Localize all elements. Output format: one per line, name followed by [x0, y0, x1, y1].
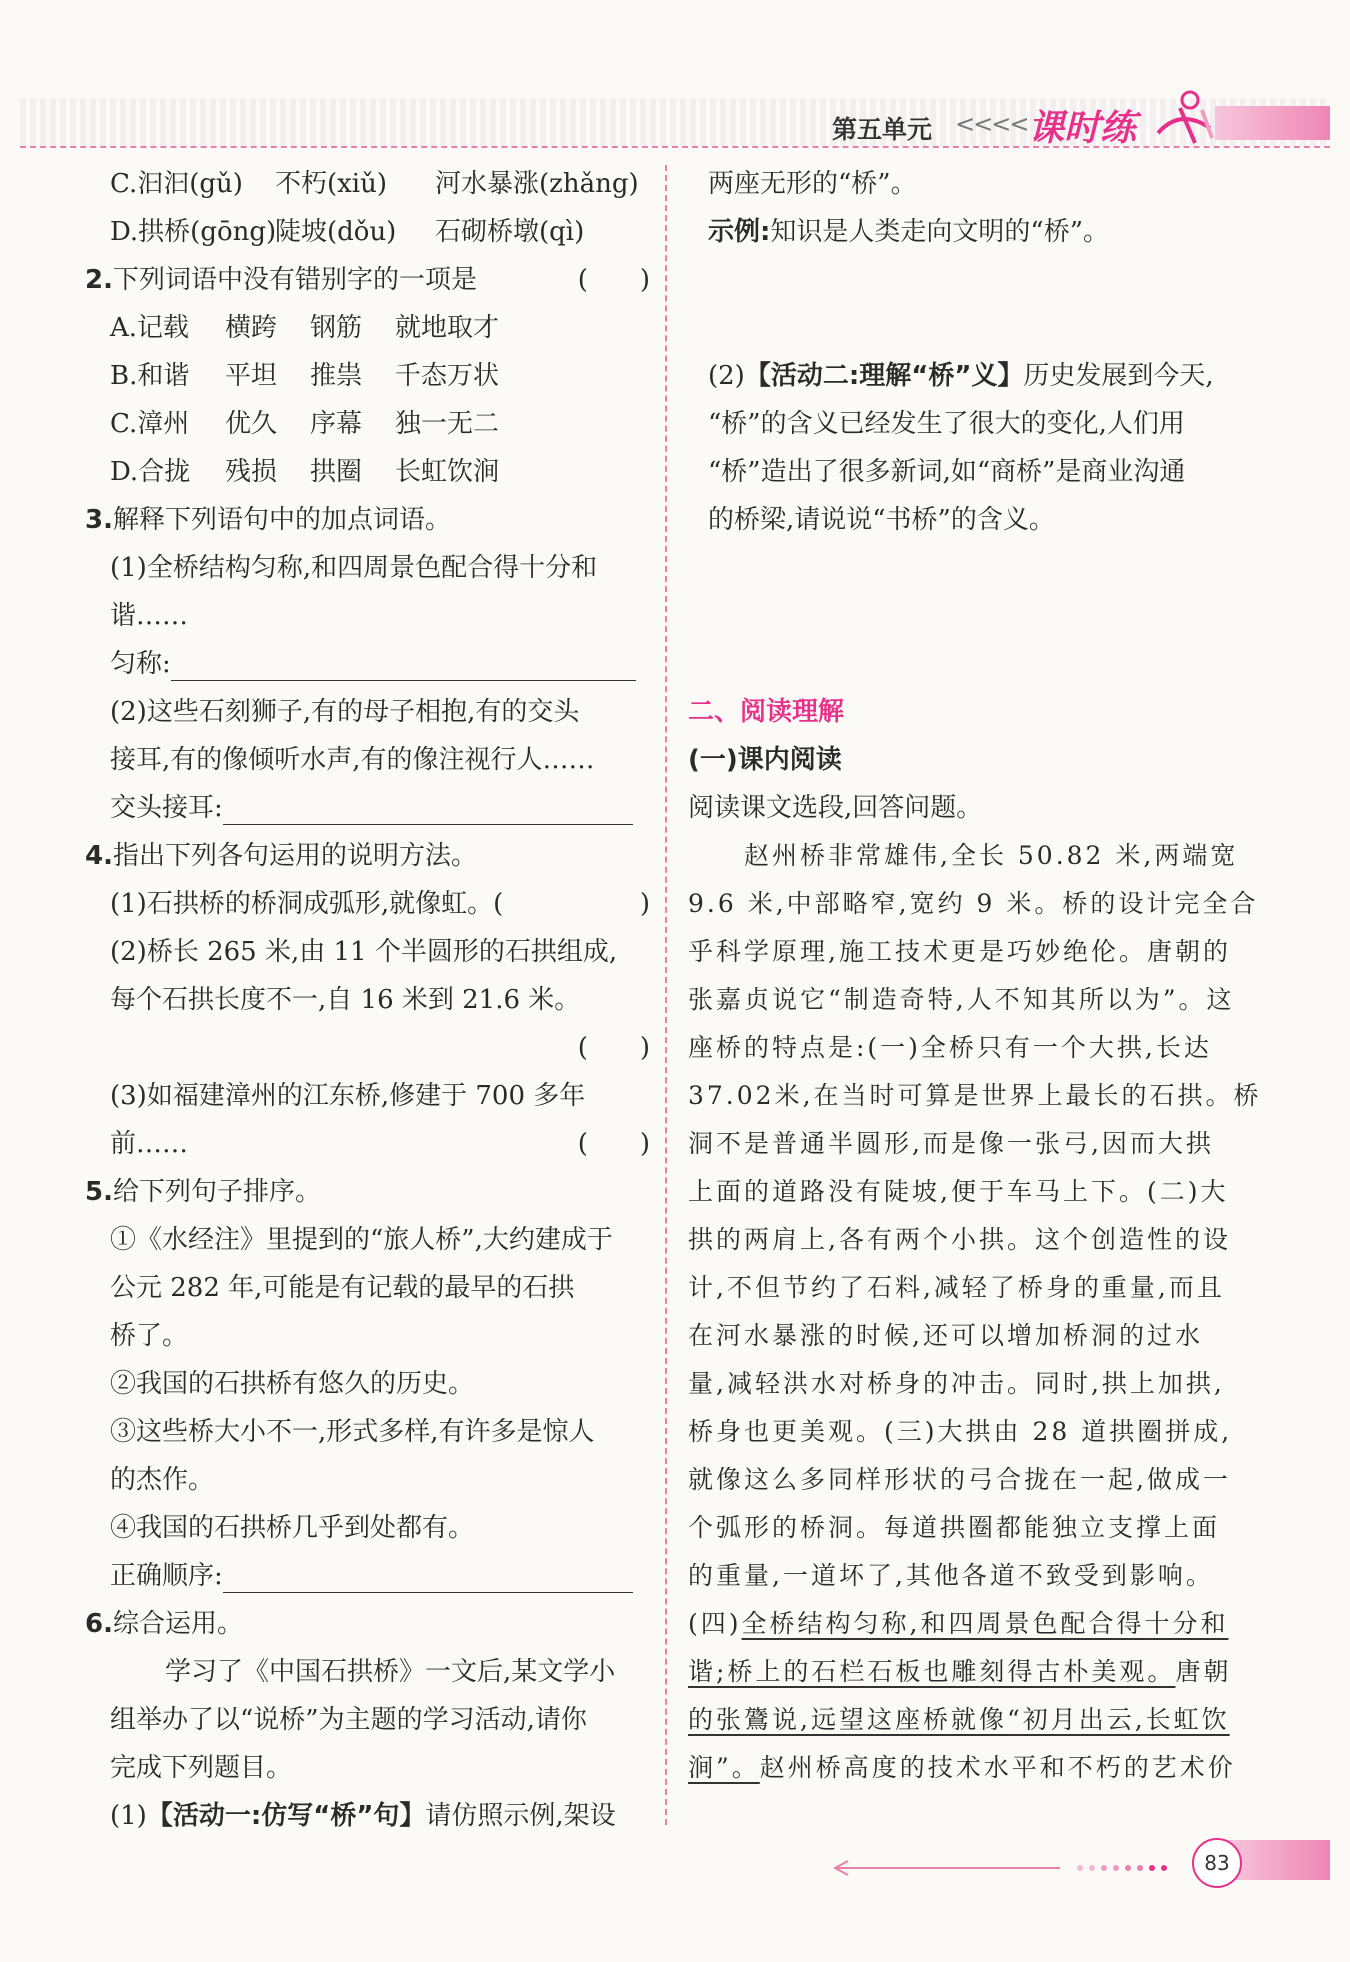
underlined-text: 的张鷟说,远望这座桥就像“初月出云,长虹饮: [688, 1705, 1230, 1734]
answer-space[interactable]: [688, 592, 1248, 640]
passage-line: 个弧形的桥洞。每道拱圈都能独立支撑上面: [688, 1513, 1221, 1542]
question-3: 3.解释下列语句中的加点词语。: [85, 505, 451, 535]
answer-paren[interactable]: ( ): [577, 1033, 650, 1063]
q6-activity-1: (1)【活动一:仿写“桥”句】请仿照示例,架设: [110, 1801, 616, 1831]
underlined-text: 谐;桥上的石栏石板也雕刻得古朴美观。: [688, 1657, 1176, 1686]
passage-line: 计,不但节约了石料,减轻了桥身的重量,而且: [688, 1273, 1225, 1302]
answer-space[interactable]: [688, 544, 1248, 592]
passage-line: 上面的道路没有陡坡,便于车马上下。(二)大: [688, 1177, 1229, 1206]
header-accent-bar: [1215, 106, 1330, 140]
q2-option-b: B.和谐 平坦 推祟 千态万状: [110, 361, 500, 391]
passage-line: 洞不是普通半圆形,而是像一张弓,因而大拱: [688, 1129, 1214, 1158]
q5-line: ②我国的石拱桥有悠久的历史。: [110, 1369, 475, 1399]
answer-space[interactable]: [688, 256, 1248, 304]
answer-paren[interactable]: ( ): [577, 265, 650, 295]
q2-option-d: D.合拢 残损 拱圈 长虹饮涧: [110, 457, 500, 487]
q3-sentence-1: (1)全桥结构匀称,和四周景色配合得十分和: [110, 553, 598, 583]
activity-2-line: “桥”造出了很多新词,如“商桥”是商业沟通: [708, 457, 1186, 487]
q4-sentence-2-cont: 每个石拱长度不一,自 16 米到 21.6 米。: [110, 985, 581, 1015]
passage-line-underlined: [688, 1696, 1248, 1744]
q6-line: 学习了《中国石拱桥》一文后,某文学小: [165, 1657, 616, 1687]
answer-space[interactable]: [688, 640, 1248, 688]
example-line: 示例:知识是人类走向文明的“桥”。: [708, 217, 1109, 247]
q5-line: ④我国的石拱桥几乎到处都有。: [110, 1513, 475, 1543]
q3-sentence-2: (2)这些石刻狮子,有的母子相抱,有的交头: [110, 697, 580, 727]
answer-space[interactable]: [688, 304, 1248, 352]
passage-line: 就像这么多同样形状的弓合拢在一起,做成一: [688, 1465, 1231, 1494]
brand-title: 课时练: [1028, 108, 1137, 149]
q5-line: 的杰作。: [110, 1465, 215, 1495]
q1-option-d: D.拱桥(gōng)陡坡(dǒu) 石砌桥墩(qì): [110, 217, 585, 247]
activity-2: (2)【活动二:理解“桥”义】历史发展到今天,: [708, 361, 1214, 391]
q5-line: 桥了。: [110, 1321, 189, 1351]
column-divider: [665, 165, 667, 1825]
passage-line-underlined: (四)全桥结构匀称,和四周景色配合得十分和: [688, 1609, 1229, 1638]
q3-answer-1: 匀称:: [85, 640, 650, 688]
q6-line: 完成下列题目。: [110, 1753, 293, 1783]
left-column: [85, 160, 650, 1840]
q4-sentence-3-cont: 前…… ( ): [85, 1120, 650, 1168]
passage-line: 乎科学原理,施工技术更是巧妙绝伦。唐朝的: [688, 937, 1231, 966]
q3-sentence-2-cont: 接耳,有的像倾听水声,有的像注视行人……: [110, 745, 595, 775]
passage-line: 量,减轻洪水对桥身的冲击。同时,拱上加拱,: [688, 1369, 1225, 1398]
passage-line-underlined: 谐;桥上的石栏石板也雕刻得古朴美观。唐朝: [688, 1657, 1232, 1686]
q5-line: ③这些桥大小不一,形式多样,有许多是惊人: [110, 1417, 595, 1447]
passage-line: 座桥的特点是:(一)全桥只有一个大拱,长达: [688, 1033, 1212, 1062]
pencil-mascot-icon: [1150, 88, 1220, 148]
activity-2-line: “桥”的含义已经发生了很大的变化,人们用: [708, 409, 1185, 439]
reading-instruction: 阅读课文选段,回答问题。: [688, 793, 983, 823]
passage-line: 张嘉贞说它“制造奇特,人不知其所以为”。这: [688, 985, 1235, 1014]
subsection-heading: (一)课内阅读: [688, 745, 842, 775]
q4-sentence-3: (3)如福建漳州的江东桥,修建于 700 多年: [110, 1081, 586, 1111]
q4-paren-row: [85, 1024, 650, 1072]
section-heading: 二、阅读理解: [688, 697, 845, 727]
answer-blank[interactable]: [223, 794, 633, 825]
underlined-text: 全桥结构匀称,和四周景色配合得十分和: [741, 1609, 1229, 1638]
reading-passage: [688, 832, 1262, 1792]
q2-option-a: A.记载 横跨 钢筋 就地取才: [110, 313, 500, 343]
unit-title: 第五单元: [832, 115, 933, 144]
passage-line-underlined: 涧”。赵州桥高度的技术水平和不朽的艺术价: [688, 1753, 1236, 1782]
q3-answer-2: 交头接耳:: [85, 784, 650, 832]
question-6: 6.综合运用。: [85, 1609, 243, 1639]
question-5: 5.给下列句子排序。: [85, 1177, 321, 1207]
page-number: 83: [1192, 1838, 1242, 1888]
q5-line: 公元 282 年,可能是有记载的最早的石拱: [110, 1273, 575, 1303]
right-column: [688, 160, 1262, 1792]
activity-2-line: 的桥梁,请说说“书桥”的含义。: [708, 505, 1055, 535]
underlined-text: 涧”。: [688, 1753, 760, 1782]
q4-sentence-2: (2)桥长 265 米,由 11 个半圆形的石拱组成,: [110, 937, 618, 967]
answer-blank[interactable]: [223, 1562, 633, 1593]
q3-sentence-1-cont: 谐……: [110, 601, 189, 631]
question-2: 2.下列词语中没有错别字的一项是 ( ): [85, 256, 650, 304]
q4-sentence-1: (1)石拱桥的桥洞成弧形,就像虹。( ): [85, 880, 650, 928]
answer-paren[interactable]: ): [639, 889, 650, 919]
footer-arrow-icon: [830, 1858, 1190, 1878]
activity-1-cont: 两座无形的“桥”。: [708, 169, 917, 199]
question-4: 4.指出下列各句运用的说明方法。: [85, 841, 477, 871]
answer-blank[interactable]: [171, 650, 636, 681]
q5-answer: 正确顺序:: [85, 1552, 650, 1600]
q1-option-c: C.汩汩(gǔ) 不朽(xiǔ) 河水暴涨(zhǎng): [110, 169, 639, 199]
passage-line: 桥身也更美观。(三)大拱由 28 道拱圈拼成,: [688, 1417, 1233, 1446]
passage-line: 拱的两肩上,各有两个小拱。这个创造性的设: [688, 1225, 1231, 1254]
q2-option-c: C.漳州 优久 序幕 独一无二: [110, 409, 500, 439]
q6-line: 组举办了以“说桥”为主题的学习活动,请你: [110, 1705, 587, 1735]
header-arrows-icon: <<<<: [955, 110, 1028, 138]
passage-line: 在河水暴涨的时候,还可以增加桥洞的过水: [688, 1321, 1203, 1350]
passage-line: 的重量,一道坏了,其他各道不致受到影响。: [688, 1561, 1214, 1590]
q5-line: ①《水经注》里提到的“旅人桥”,大约建成于: [110, 1225, 613, 1255]
answer-paren[interactable]: ( ): [577, 1129, 650, 1159]
passage-line: 9.6 米,中部略窄,宽约 9 米。桥的设计完全合: [688, 889, 1259, 918]
passage-line: 赵州桥非常雄伟,全长 50.82 米,两端宽: [688, 841, 1239, 870]
passage-line: 37.02米,在当时可算是世界上最长的石拱。桥: [688, 1081, 1262, 1110]
